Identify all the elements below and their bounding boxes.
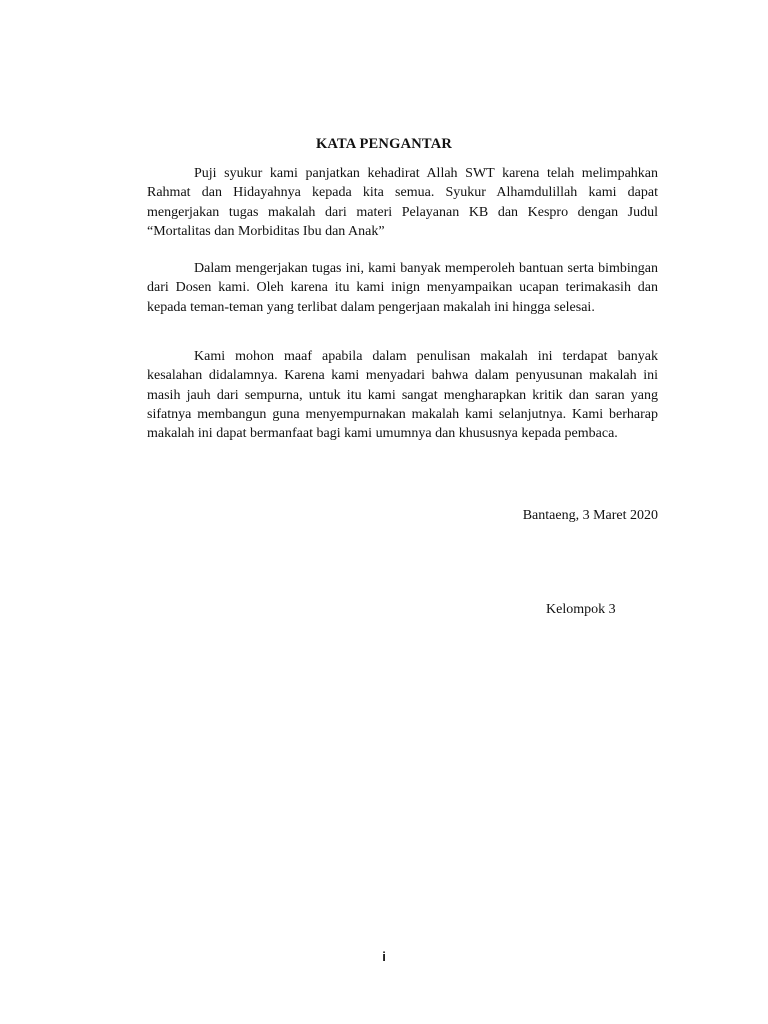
page-title: KATA PENGANTAR [315, 136, 453, 152]
paragraph-2: Dalam mengerjakan tugas ini, kami banyak memperoleh bantuan serta bimbingan dari Dosen kami. Oleh karena itu kami inign menyampaikan ucapan terimakasih dan kepada teman-teman yang terlibat dalam pengerjaan makalah ini hingga selesai. [147, 261, 658, 315]
place-date: Bantaeng, 3 Maret 2020 [522, 508, 658, 523]
paragraph-3: Kami mohon maaf apabila dalam penulisan makalah ini terdapat banyak kesalahan didalamnya. Karena kami menyadari bahwa dalam penyusunan makalah ini masih jauh dari sempurna, untuk itu kami sangat mengharapkan kritik dan saran yang sifatnya membangun guna menyempurnakan makalah kami selanjutnya. Kami berharap makalah ini dapat bermanfaat bagi kami umumnya dan khususnya kepada pembaca. [147, 349, 658, 442]
page-number: i [382, 949, 386, 964]
paragraph-1: Puji syukur kami panjatkan kehadirat Allah SWT karena telah melimpahkan Rahmat dan Hidayahnya kepada kita semua. Syukur Alhamdulillah kami dapat mengerjakan tugas makalah dari materi Pelayanan KB dan Kespro dengan Judul “Mortalitas dan Morbiditas Ibu dan Anak” [147, 166, 658, 239]
signatory: Kelompok 3 [546, 602, 616, 617]
